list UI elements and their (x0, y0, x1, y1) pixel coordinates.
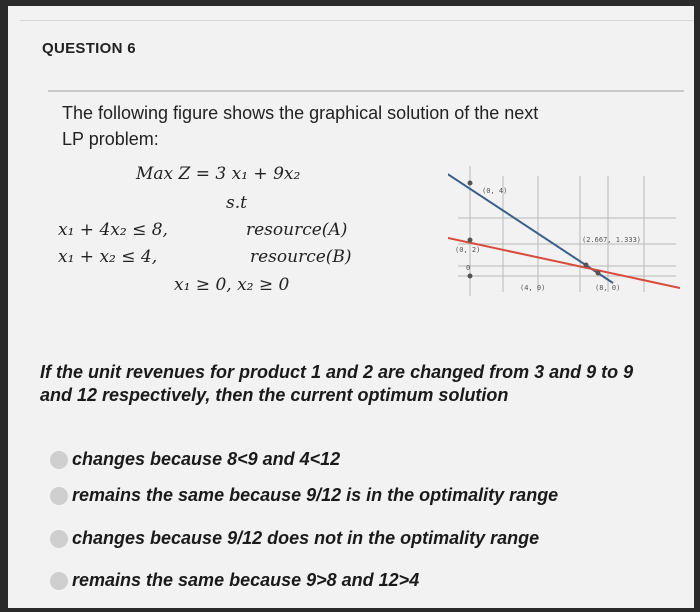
radio-button[interactable] (50, 530, 68, 548)
label-point-optimum: (2.667, 1.333) (582, 236, 642, 244)
vertex-0-4 (468, 181, 473, 186)
label-point-4-0: (4, 0) (520, 284, 546, 292)
option-label: remains the same because 9/12 is in the optimality range (72, 485, 559, 505)
constraint-a-label: resource(A) (246, 220, 348, 240)
label-point-8-0: (8, 0) (595, 284, 621, 292)
label-point-0-4: (0, 4) (482, 187, 508, 195)
subject-to-label: s.t (226, 193, 247, 213)
option-label: changes because 9/12 does not in the optimality range (72, 528, 540, 548)
option-label: remains the same because 9>8 and 12>4 (72, 570, 420, 590)
constraint-a-line (448, 238, 680, 288)
option-3[interactable] (50, 528, 539, 549)
intro-text: The following figure shows the graphical solution of the next LP problem: (62, 103, 539, 149)
vertex-0-2 (468, 238, 473, 243)
radio-button[interactable] (50, 572, 68, 590)
constraint-a: x₁ + 4x₂ ≤ 8, (58, 220, 168, 240)
option-1[interactable] (50, 449, 340, 470)
option-4[interactable] (50, 570, 419, 591)
constraint-b-label: resource(B) (250, 247, 352, 267)
vertex-optimum (584, 263, 589, 268)
option-2[interactable] (50, 485, 558, 506)
lp-graph (448, 166, 680, 306)
label-origin: 0 (466, 264, 471, 272)
question-divider (48, 90, 684, 92)
radio-button[interactable] (50, 451, 68, 469)
constraint-b: x₁ + x₂ ≤ 4, (58, 247, 158, 267)
vertex-4-0 (596, 271, 601, 276)
option-label: changes because 8<9 and 4<12 (72, 449, 341, 469)
objective-function: Max Z = 3 x₁ + 9x₂ (136, 164, 301, 184)
question-card (8, 6, 694, 608)
question-header: QUESTION 6 (42, 40, 136, 57)
label-point-0-2: (0, 2) (455, 246, 481, 254)
nonnegativity-constraint: x₁ ≥ 0, x₂ ≥ 0 (174, 275, 290, 295)
radio-button[interactable] (50, 487, 68, 505)
question-text: If the unit revenues for product 1 and 2 are changed from 3 and 9 to 9 and 12 respectively, then the current optimum solution (40, 362, 634, 405)
origin-point (468, 274, 473, 279)
top-divider (20, 20, 694, 21)
